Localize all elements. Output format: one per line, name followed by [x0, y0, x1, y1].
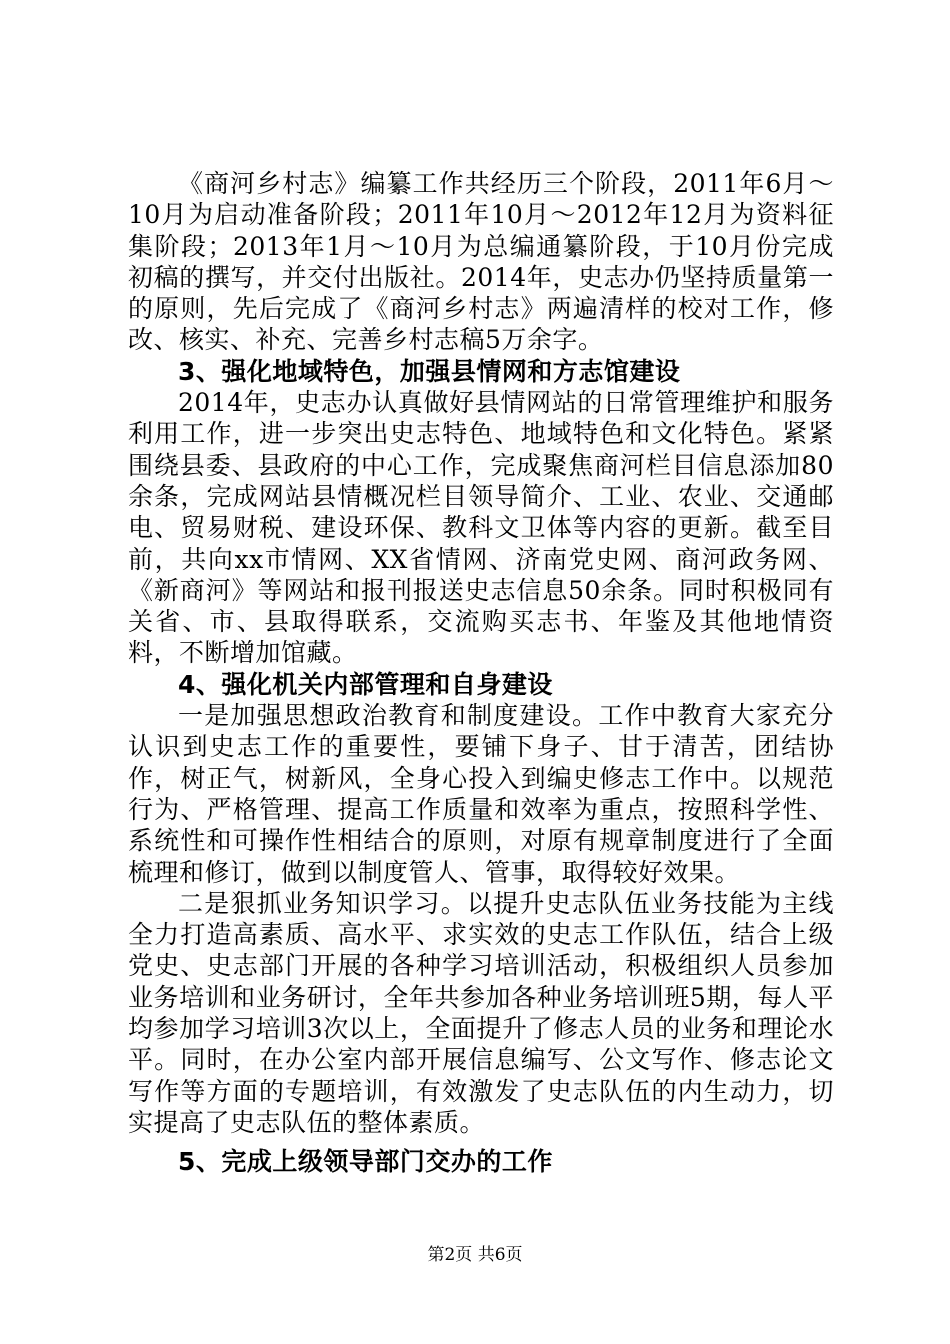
section-heading-5: 5、完成上级领导部门交办的工作	[178, 1147, 553, 1177]
paragraph-political-education: 一是加强思想政治教育和制度建设。工作中教育大家充分认识到史志工作的重要性，要铺下身子、甘于清苦，团结协作，树正气，树新风，全身心投入到编史修志工作中。以规范行为、严格管理、提高工作质量和效率为重点，按照科学性、系统性和可操作性相结合的原则，对原有规章制度进行了全面梳理和修订，做到以制度管人、管事，取得较好效果。	[128, 701, 834, 887]
document-body	[128, 168, 834, 1178]
paragraph-business-learning: 二是狠抓业务知识学习。以提升史志队伍业务技能为主线全力打造高素质、高水平、求实效的史志工作队伍，结合上级党史、史志部门开展的各种学习培训活动，积极组织人员参加业务培训和业务研讨，全年共参加各种业务培训班5期，每人平均参加学习培训3次以上，全面提升了修志人员的业务和理论水平。同时，在办公室内部开展信息编写、公文写作、修志论文写作等方面的专题培训，有效激发了史志队伍的内生动力，切实提高了史志队伍的整体素质。	[128, 888, 834, 1137]
paragraph-county-website: 2014年，史志办认真做好县情网站的日常管理维护和服务利用工作，进一步突出史志特色、地域特色和文化特色。紧紧围绕县委、县政府的中心工作，完成聚焦商河栏目信息添加80余条，完成网站县情概况栏目领导简介、工业、农业、交通邮电、贸易财税、建设环保、教科文卫体等内容的更新。截至目前，共向xx市情网、XX省情网、济南党史网、商河政务网、《新商河》等网站和报刊报送史志信息50余条。同时积极同有关省、市、县取得联系，交流购买志书、年鉴及其他地情资料，不断增加馆藏。	[128, 388, 834, 668]
section-heading-3: 3、强化地域特色，加强县情网和方志馆建设	[178, 356, 681, 386]
section-heading-4: 4、强化机关内部管理和自身建设	[178, 669, 553, 699]
paragraph-village-chronicle: 《商河乡村志》编纂工作共经历三个阶段，2011年6月～10月为启动准备阶段；2011年10月～2012年12月为资料征集阶段；2013年1月～10月为总编通纂阶段，于10月份完成初稿的撰写，并交付出版社。2014年，史志办仍坚持质量第一的原则，先后完成了《商河乡村志》两遍清样的校对工作，修改、核实、补充、完善乡村志稿5万余字。	[128, 169, 834, 355]
page-number-footer: 第2页 共6页	[427, 1245, 523, 1265]
